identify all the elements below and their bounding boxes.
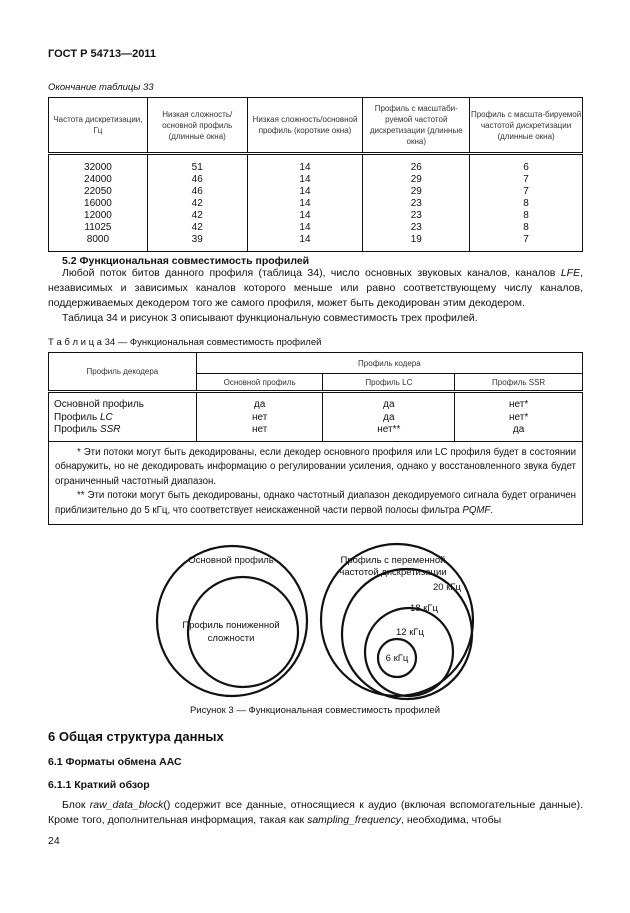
- text: LFE: [560, 267, 581, 279]
- table-cell: 23: [363, 210, 470, 222]
- page-number: 24: [48, 835, 60, 847]
- text: Профиль: [54, 424, 100, 435]
- text: Профиль: [54, 411, 100, 423]
- column-header: Низкая сложность/основной профиль (короткие окна): [247, 98, 363, 154]
- text: Основной профиль: [54, 399, 145, 410]
- table-cell: 29: [363, 174, 470, 186]
- label-main-profile: Основной профиль: [188, 555, 274, 566]
- label-ssr: частотой дискретизации: [339, 567, 447, 578]
- footnote: * Эти потоки могут быть декодированы, если декодер основного профиля или LC профиля будет в состоянии обнаружить, но не декодировать информацию о регулировании усиления, однако у восстановленного звука будет ограниченный частотный диапазон.: [55, 446, 576, 487]
- compatibility-value: да: [512, 424, 525, 435]
- text: , независимых и зависимых каналов которого меньше или равно соответствующему числу каналов, поддерживаемых декодером того же самого профиля, может быть декодирован этим декодером.: [48, 267, 583, 309]
- table-cell: 14: [247, 174, 363, 186]
- compatibility-value: нет*: [508, 399, 529, 410]
- table-cell: 8000: [49, 234, 148, 252]
- table-cell: 8: [470, 198, 583, 210]
- table-cell: 42: [147, 222, 247, 234]
- text: ** Эти потоки могут быть декодированы, однако частотный диапазон декодируемого сигнала будет ограничен приблизительно до 5 кГц, что соответствует неискаженной части первой полосы фильтра: [55, 490, 576, 516]
- text: SSR: [99, 424, 121, 435]
- paragraph: [48, 798, 583, 828]
- compatibility-value: нет*: [508, 411, 529, 423]
- table-cell: 8: [470, 210, 583, 222]
- compatibility-value: нет: [251, 411, 268, 423]
- table-cell: 14: [247, 198, 363, 210]
- compatibility-value: нет**: [377, 424, 401, 435]
- table-cell: 32000: [49, 154, 148, 175]
- low-complexity-circle: [188, 577, 298, 687]
- text: .: [490, 504, 494, 516]
- table-cell: 11025: [49, 222, 148, 234]
- table-cell: 19: [363, 234, 470, 252]
- table34-caption: Т а б л и ц а 34 — Функциональная совместимость профилей: [48, 337, 322, 348]
- table-cell: 14: [247, 210, 363, 222]
- text: () содержит все данные, относящиеся к аудио (включая вспомогательные данные). Кроме того, дополнительная информация, такая как: [48, 799, 583, 826]
- table-cell: 46: [147, 186, 247, 198]
- decoder-header: Профиль декодера: [49, 353, 197, 392]
- column-header: Профиль с масштаби-руемой частотой дискретизации (длинные окна): [363, 98, 470, 154]
- compatibility-value: да: [253, 399, 266, 410]
- table-cell: 26: [363, 154, 470, 175]
- label-low-complexity: Профиль пониженной: [182, 620, 280, 631]
- table-cell: 7: [470, 174, 583, 186]
- table-cell: 14: [247, 222, 363, 234]
- section-5-2-title: 5.2 Функциональная совместимость профилей: [62, 255, 310, 267]
- document-header: ГОСТ Р 54713—2011: [48, 48, 156, 60]
- table-cell: 14: [247, 186, 363, 198]
- table-cell: 39: [147, 234, 247, 252]
- section-6-title: 6 Общая структура данных: [48, 729, 224, 744]
- text: sampling_frequency: [307, 814, 402, 826]
- table-cell: 14: [247, 154, 363, 175]
- figure-3-caption: Рисунок 3 — Функциональная совместимость профилей: [189, 705, 441, 716]
- column-header: Частота дискретизации, Гц: [49, 98, 148, 154]
- column-header: Профиль с масшта-бируемой частотой дискретизации (длинные окна): [470, 98, 583, 154]
- table-cell: 14: [247, 234, 363, 252]
- table-cell: 46: [147, 174, 247, 186]
- table-cell: 23: [363, 222, 470, 234]
- column-header: Основной профиль: [196, 374, 323, 392]
- table33-caption: Окончание таблицы 33: [48, 82, 154, 93]
- text: raw_data_block: [89, 799, 164, 811]
- text: LC: [99, 411, 113, 423]
- label-ssr: Профиль с переменной: [340, 555, 446, 566]
- column-header: Профиль LC: [323, 374, 455, 392]
- text: PQMF: [462, 504, 491, 516]
- table-cell: 42: [147, 210, 247, 222]
- table-cell: 29: [363, 186, 470, 198]
- compatibility-value: да: [383, 399, 395, 410]
- text: Любой поток битов данного профиля (таблица 34), число основных звуковых каналов, каналов: [62, 267, 561, 279]
- table-cell: 7: [470, 186, 583, 198]
- table-cell: 8: [470, 222, 583, 234]
- column-header: Низкая сложность/основной профиль (длинные окна): [147, 98, 247, 154]
- text: , необходима, чтобы: [401, 814, 502, 826]
- table-cell: 24000: [49, 174, 148, 186]
- paragraph: Таблица 34 и рисунок 3 описывают функциональную совместимость трех профилей.: [62, 312, 478, 324]
- table-cell: 7: [470, 234, 583, 252]
- label-low-complexity: сложности: [207, 633, 255, 644]
- table-cell: 51: [147, 154, 247, 175]
- label-12khz: 12 кГц: [396, 627, 424, 638]
- table-cell: 16000: [49, 198, 148, 210]
- section-6-1-1-title: 6.1.1 Краткий обзор: [48, 779, 150, 791]
- table-cell: 22050: [49, 186, 148, 198]
- column-header: Профиль SSR: [455, 374, 583, 392]
- table-cell: 23: [363, 198, 470, 210]
- table-cell: 6: [470, 154, 583, 175]
- label-6khz: 6 кГц: [385, 653, 409, 664]
- label-20khz: 20 кГц: [433, 582, 461, 593]
- text: Блок: [62, 799, 90, 811]
- compatibility-value: да: [383, 411, 395, 423]
- encoder-header: Профиль кодера: [196, 353, 582, 374]
- table-cell: 42: [147, 198, 247, 210]
- section-6-1-1-text: [48, 798, 583, 828]
- compatibility-value: нет: [251, 424, 268, 435]
- label-18khz: 18 кГц: [410, 603, 438, 614]
- table-cell: 12000: [49, 210, 148, 222]
- section-6-1-title: 6.1 Форматы обмена ААС: [48, 756, 182, 768]
